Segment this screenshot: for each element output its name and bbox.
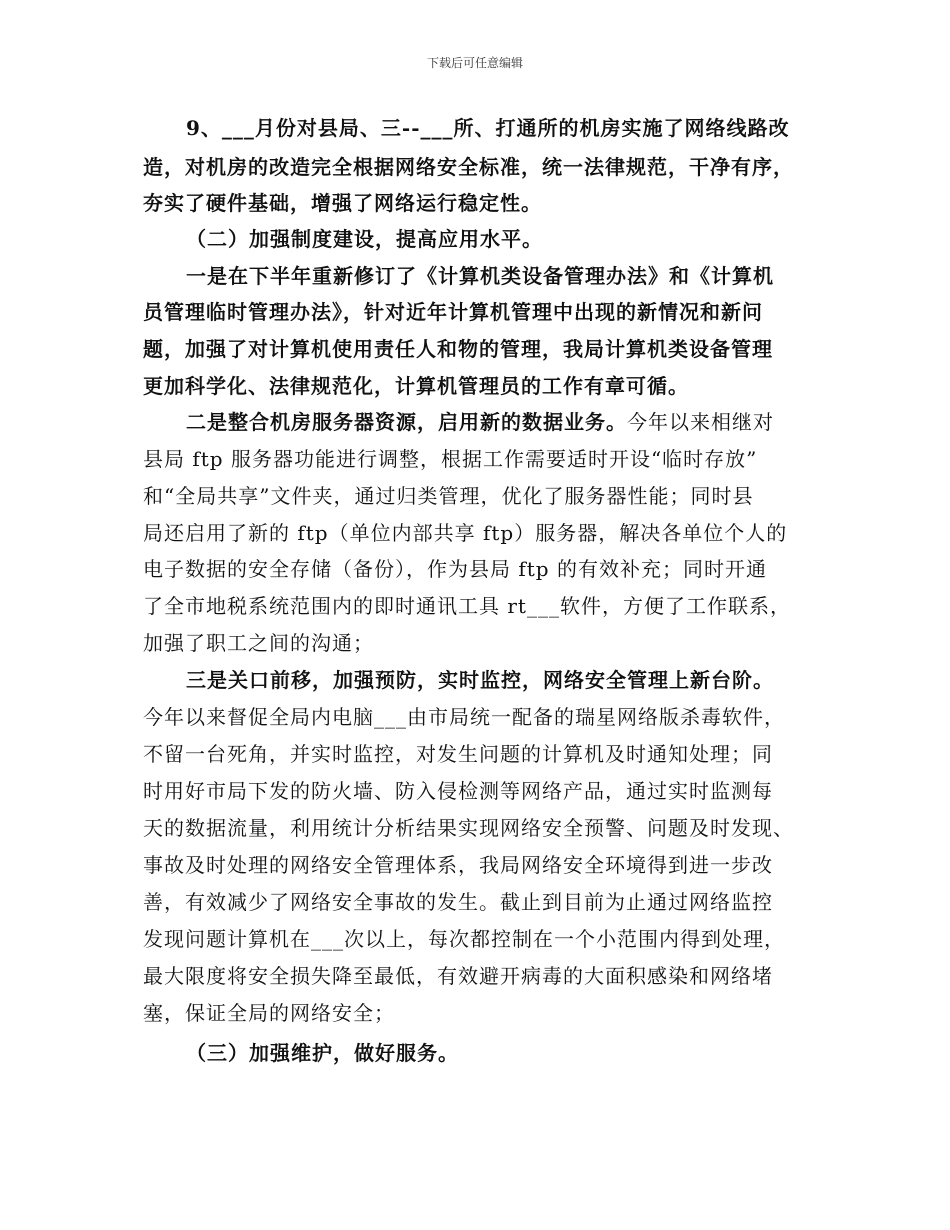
plain-text: 县局 ftp 服务器功能进行调整，根据工作需要适时开设“临时存放” [143,447,758,471]
text-line [143,964,773,988]
text-line [186,668,774,692]
plain-text: 今年以来相继对 [627,410,774,434]
text-line [143,191,542,215]
text-line [143,484,753,508]
bold-text: 夯实了硬件基础，增强了网络运行稳定性。 [143,191,542,215]
text-line [143,337,773,361]
text-line [143,447,757,471]
text-line [143,1001,395,1025]
text-line [143,557,767,581]
plain-text: 发现问题计算机在___次以上，每次都控制在一个小范围内得到处理， [143,927,785,951]
plain-text: 事故及时处理的网络安全管理体系，我局网络安全环境得到进一步改 [143,853,773,877]
bold-text: 二是整合机房服务器资源，启用新的数据业务。 [186,410,627,434]
text-line [143,374,689,398]
bold-text: 9、___月份对县局、三--___所、打通所的机房实施了网络线路改 [186,116,790,140]
text-line [143,521,787,545]
plain-text: 局还启用了新的 ftp（单位内部共享 ftp）服务器，解决各单位个人的 [143,521,788,545]
text-line [143,705,785,729]
text-line [186,264,774,288]
plain-text: 不留一台死角，并实时监控，对发生问题的计算机及时通知处理；同 [143,742,773,766]
plain-text: 和“全局共享”文件夹，通过归类管理，优化了服务器性能；同时县 [143,484,754,508]
plain-text: 善，有效减少了网络安全事故的发生。截止到目前为止通过网络监控 [143,890,773,914]
plain-text: 天的数据流量，利用统计分析结果实现网络安全预警、问题及时发现、 [143,816,794,840]
plain-text: 电子数据的安全存储（备份），作为县局 ftp 的有效补充；同时开通 [143,557,767,581]
bold-text: （二）加强制度建设，提高应用水平。 [186,227,543,251]
plain-text: 今年以来督促全局内电脑___由市局统一配备的瑞星网络版杀毒软件， [143,705,785,729]
text-line [143,742,773,766]
bold-text: 三是关口前移，加强预防，实时监控，网络安全管理上新台阶。 [186,668,774,692]
bold-text: （三）加强维护，做好服务。 [186,1041,459,1065]
bold-text: 题，加强了对计算机使用责任人和物的管理，我局计算机类设备管理 [143,337,773,361]
text-line [143,816,794,840]
text-line [143,631,374,655]
text-line [143,594,791,618]
page-header: 下载后可任意编辑 [426,56,523,70]
plain-text: 最大限度将安全损失降至最低，有效避开病毒的大面积感染和网络堵 [143,964,773,988]
text-line [143,890,773,914]
bold-text: 造，对机房的改造完全根据网络安全标准，统一法律规范，干净有序， [143,155,794,179]
text-line [143,300,763,324]
section-heading [186,1041,459,1065]
plain-text: 时用好市局下发的防火墙、防入侵检测等网络产品，通过实时监测每 [143,779,773,803]
plain-text: 塞，保证全局的网络安全； [143,1001,395,1025]
text-line [143,155,794,179]
text-line [143,927,785,951]
text-line [186,116,790,140]
text-line [186,410,774,434]
text-line [143,779,773,803]
bold-text: 更加科学化、法律规范化，计算机管理员的工作有章可循。 [143,374,689,398]
section-heading [186,227,543,251]
bold-text: 一是在下半年重新修订了《计算机类设备管理办法》和《计算机 [186,264,774,288]
plain-text: 加强了职工之间的沟通； [143,631,374,655]
bold-text: 员管理临时管理办法》，针对近年计算机管理中出现的新情况和新问 [143,300,763,324]
plain-text: 了全市地税系统范围内的即时通讯工具 rt___软件，方便了工作联系， [143,594,791,618]
text-line [143,853,773,877]
